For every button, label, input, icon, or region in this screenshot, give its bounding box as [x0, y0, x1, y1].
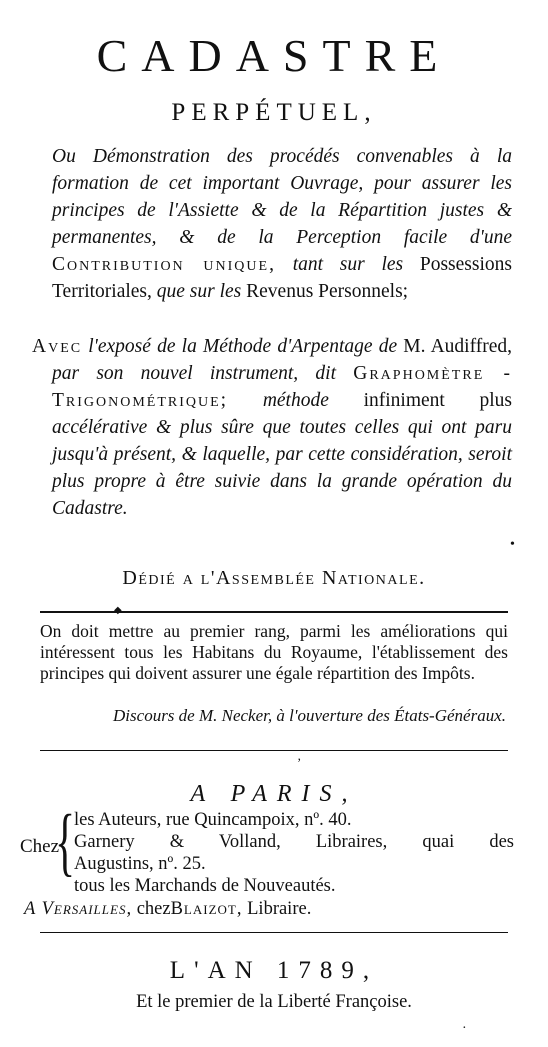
intro-paragraph [52, 143, 512, 305]
imprint-line-2: Garnery & Volland, Libraires, quai des [74, 832, 514, 852]
divider-rule-2 [40, 750, 508, 751]
imprint-chez: Chez [20, 836, 60, 857]
method-infiniment: infiniment plus [363, 390, 513, 411]
method-instrument: Graphomètre - Trigonométrique; [52, 363, 512, 411]
imprint-line-3: Augustins, nº. 25. [74, 854, 206, 874]
contribution-term: Contribution unique, [52, 254, 276, 275]
stray-dot: • [510, 537, 515, 552]
ornament-mark: ʼ [297, 755, 302, 770]
dedication: Dédié a l'Assemblée Nationale. [122, 567, 426, 589]
versailles-place: A Versailles, [24, 899, 133, 919]
versailles-name: Blaizot, [170, 899, 243, 919]
main-title: CADASTRE [96, 30, 452, 81]
divider-rule-3 [40, 932, 508, 933]
imprint-versailles [24, 898, 524, 920]
method-text-3: méthode [262, 390, 329, 411]
method-text-2: par son nouvel instrument, dit [52, 363, 337, 384]
method-author: M. Audiffred, [403, 336, 512, 357]
revenus-term: Revenus Personnels; [246, 281, 409, 302]
curly-brace-icon: { [55, 800, 76, 884]
subtitle: PERPÉTUEL, [171, 99, 377, 126]
stray-dot-2: · [462, 1021, 467, 1036]
possessions-term: Possessions Territoriales, [52, 254, 512, 302]
method-paragraph [32, 333, 513, 522]
method-avec: Avec [32, 336, 83, 357]
intro-text-1: Ou Démonstration des procédés convenables à la formation de cet important Ouvrage, pour assurer les principes de l'Assiette & de la Répartition justes & permanentes, & de la Perception facile d'une [52, 146, 512, 248]
imprint-line-1: les Auteurs, rue Quincampoix, nº. 40. [74, 810, 352, 830]
intro-text-2: tant sur les [292, 254, 404, 275]
versailles-role: Libraire. [247, 899, 312, 919]
intro-text-3: que sur les [156, 281, 242, 302]
publication-year: L'AN 1789, [169, 957, 379, 984]
method-text-4: accélérative & plus sûre que toutes celles qui ont paru jusqu'à présent, & laquelle, par cette considération, seroit plus propre à être suivie dans la grande opération du Cadastre. [52, 417, 512, 519]
divider-rule [40, 611, 508, 613]
epigraph-source: Discours de M. Necker, à l'ouverture des États-Généraux. [113, 706, 506, 725]
epigraph-quote: On doit mettre au premier rang, parmi les améliorations qui intéressent tous les Habitans du Royaume, l'établissement des principes qui doivent assurer une égale répartition des Impôts. [40, 621, 508, 683]
imprint-line-4: tous les Marchands de Nouveautés. [74, 876, 336, 896]
versailles-chez: chez [136, 899, 171, 919]
liberte-line: Et le premier de la Liberté Françoise. [136, 992, 412, 1012]
imprint-city: A PARIS, [190, 781, 358, 807]
rule-ornament-icon: ◆ [114, 605, 122, 616]
method-text-1: l'exposé de la Méthode d'Arpentage de [88, 336, 398, 357]
